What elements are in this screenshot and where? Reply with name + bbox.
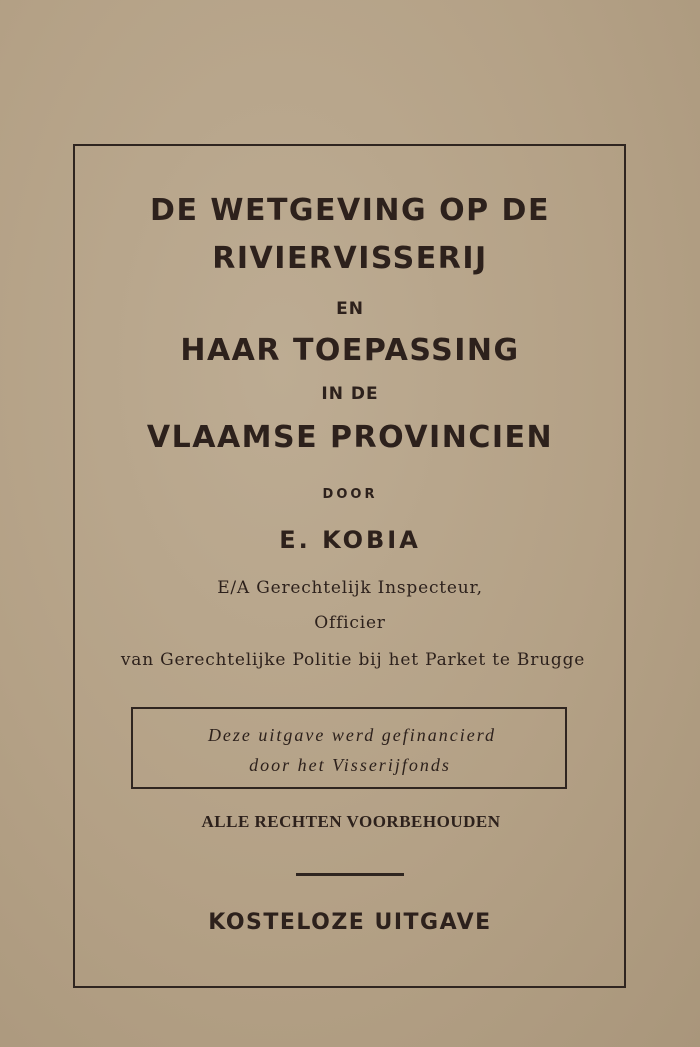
author-name: E. KOBIA (279, 526, 421, 554)
author-role-line-3: van Gerechtelijke Politie bij het Parket te Brugge (120, 650, 586, 670)
title-line-5: IN DE (321, 384, 379, 404)
rights-reserved: ALLE RECHTEN VOORBEHOUDEN (201, 812, 501, 831)
free-edition-label: KOSTELOZE UITGAVE (208, 910, 492, 935)
funding-notice-line-1: Deze uitgave werd gefinancierd (207, 725, 497, 745)
funding-notice-box (131, 707, 567, 789)
title-line-2: RIVIERVISSERIJ (212, 241, 488, 276)
divider-line (296, 873, 404, 876)
funding-notice-line-2: door het Visserijfonds (249, 755, 451, 775)
by-label: DOOR (322, 487, 378, 502)
author-role-line-2: Officier (314, 613, 386, 633)
title-line-1: DE WETGEVING OP DE (150, 193, 550, 228)
title-line-3: EN (336, 299, 364, 319)
title-line-4: HAAR TOEPASSING (180, 333, 520, 368)
title-line-6: VLAAMSE PROVINCIEN (146, 420, 554, 455)
author-role-line-1: E/A Gerechtelijk Inspecteur, (217, 578, 483, 598)
